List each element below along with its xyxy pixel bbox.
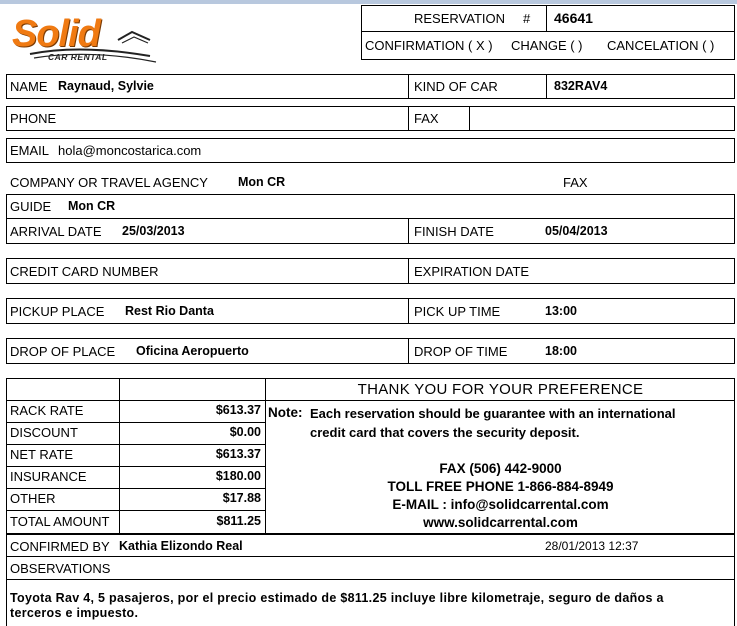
name-value: Raynaud, Sylvie [58,79,154,93]
note-line-2: credit card that covers the security deposit. [310,425,580,440]
rate-row [6,444,265,466]
drop-row [6,338,735,364]
reservation-number: 46641 [554,10,593,26]
confirmed-by-value: Kathia Elizondo Real [119,539,243,553]
finish-date-value: 05/04/2013 [545,224,608,238]
contact-email: E-MAIL : info@solidcarrental.com [392,497,609,512]
phone-label: PHONE [10,111,57,126]
rate-row [6,466,265,488]
pickup-time-value: 13:00 [545,304,577,318]
rate-label: OTHER [10,491,56,506]
note-label: Note: [268,405,303,420]
logo-main-text: Solid [12,13,100,55]
confirmed-timestamp: 28/01/2013 12:37 [545,539,639,553]
company-label: COMPANY OR TRAVEL AGENCY [10,175,208,190]
rate-label: NET RATE [10,447,74,462]
kind-of-car-label: KIND OF CAR [414,79,498,94]
rate-row [6,488,265,510]
note-line-1: Each reservation should be guarantee with an international [310,406,676,421]
rate-label: TOTAL AMOUNT [10,514,110,529]
kind-of-car-value: 832RAV4 [554,79,608,93]
rate-value: $0.00 [229,425,261,439]
confirmed-by-label: CONFIRMED BY [10,539,110,554]
rate-value: $180.00 [215,469,261,483]
rate-value: $613.37 [215,447,261,461]
drop-time-value: 18:00 [545,344,577,358]
observations-label: OBSERVATIONS [10,561,111,576]
company-fax-label: FAX [563,175,588,190]
change-option: CHANGE ( ) [511,38,583,53]
rate-label: DISCOUNT [10,425,78,440]
pickup-place-value: Rest Rio Danta [125,304,214,318]
email-label: EMAIL [10,143,50,158]
drop-place-value: Oficina Aeropuerto [136,344,249,358]
credit-card-label: CREDIT CARD NUMBER [10,264,159,279]
reservation-label: RESERVATION [414,11,506,26]
name-label: NAME [10,79,48,94]
rate-value: $811.25 [216,514,261,528]
arrival-date-label: ARRIVAL DATE [10,224,102,239]
reservation-hash: # [523,11,531,26]
rate-value: $17.88 [222,491,261,505]
window-top-strip [0,0,737,4]
cancelation-option: CANCELATION ( ) [607,38,715,53]
rate-row [6,400,265,422]
drop-time-label: DROP OF TIME [414,344,508,359]
rate-row [6,510,265,534]
guide-value: Mon CR [68,199,116,213]
contact-website: www.solidcarrental.com [423,515,578,530]
rate-label: RACK RATE [10,403,84,418]
arrival-date-value: 25/03/2013 [122,224,185,238]
contact-fax: FAX (506) 442-9000 [439,461,562,476]
guide-label: GUIDE [10,199,52,214]
pickup-row [6,298,735,324]
drop-place-label: DROP OF PLACE [10,344,116,359]
rate-value: $613.37 [215,403,261,417]
rates-table [6,400,265,534]
company-logo [10,10,160,70]
observations-text: Toyota Rav 4, 5 pasajeros, por el precio estimado de $811.25 incluye libre kilometraje, seguro de daños a terceros e impuesto. [10,591,664,620]
contact-toll-free: TOLL FREE PHONE 1-866-884-8949 [387,479,614,494]
fax-label: FAX [414,111,439,126]
finish-date-label: FINISH DATE [414,224,494,239]
guide-dates-block [6,194,735,244]
logo-sub-text: CAR RENTAL [48,52,108,62]
pickup-place-label: PICKUP PLACE [10,304,105,319]
rate-row [6,422,265,444]
phone-row [6,106,735,131]
company-value: Mon CR [238,175,286,189]
expiration-date-label: EXPIRATION DATE [414,264,530,279]
thank-you-heading: THANK YOU FOR YOUR PREFERENCE [357,381,644,398]
email-value: hola@moncostarica.com [58,143,202,158]
rate-label: INSURANCE [10,469,87,484]
pickup-time-label: PICK UP TIME [414,304,501,319]
confirmation-option: CONFIRMATION ( X ) [365,38,493,53]
